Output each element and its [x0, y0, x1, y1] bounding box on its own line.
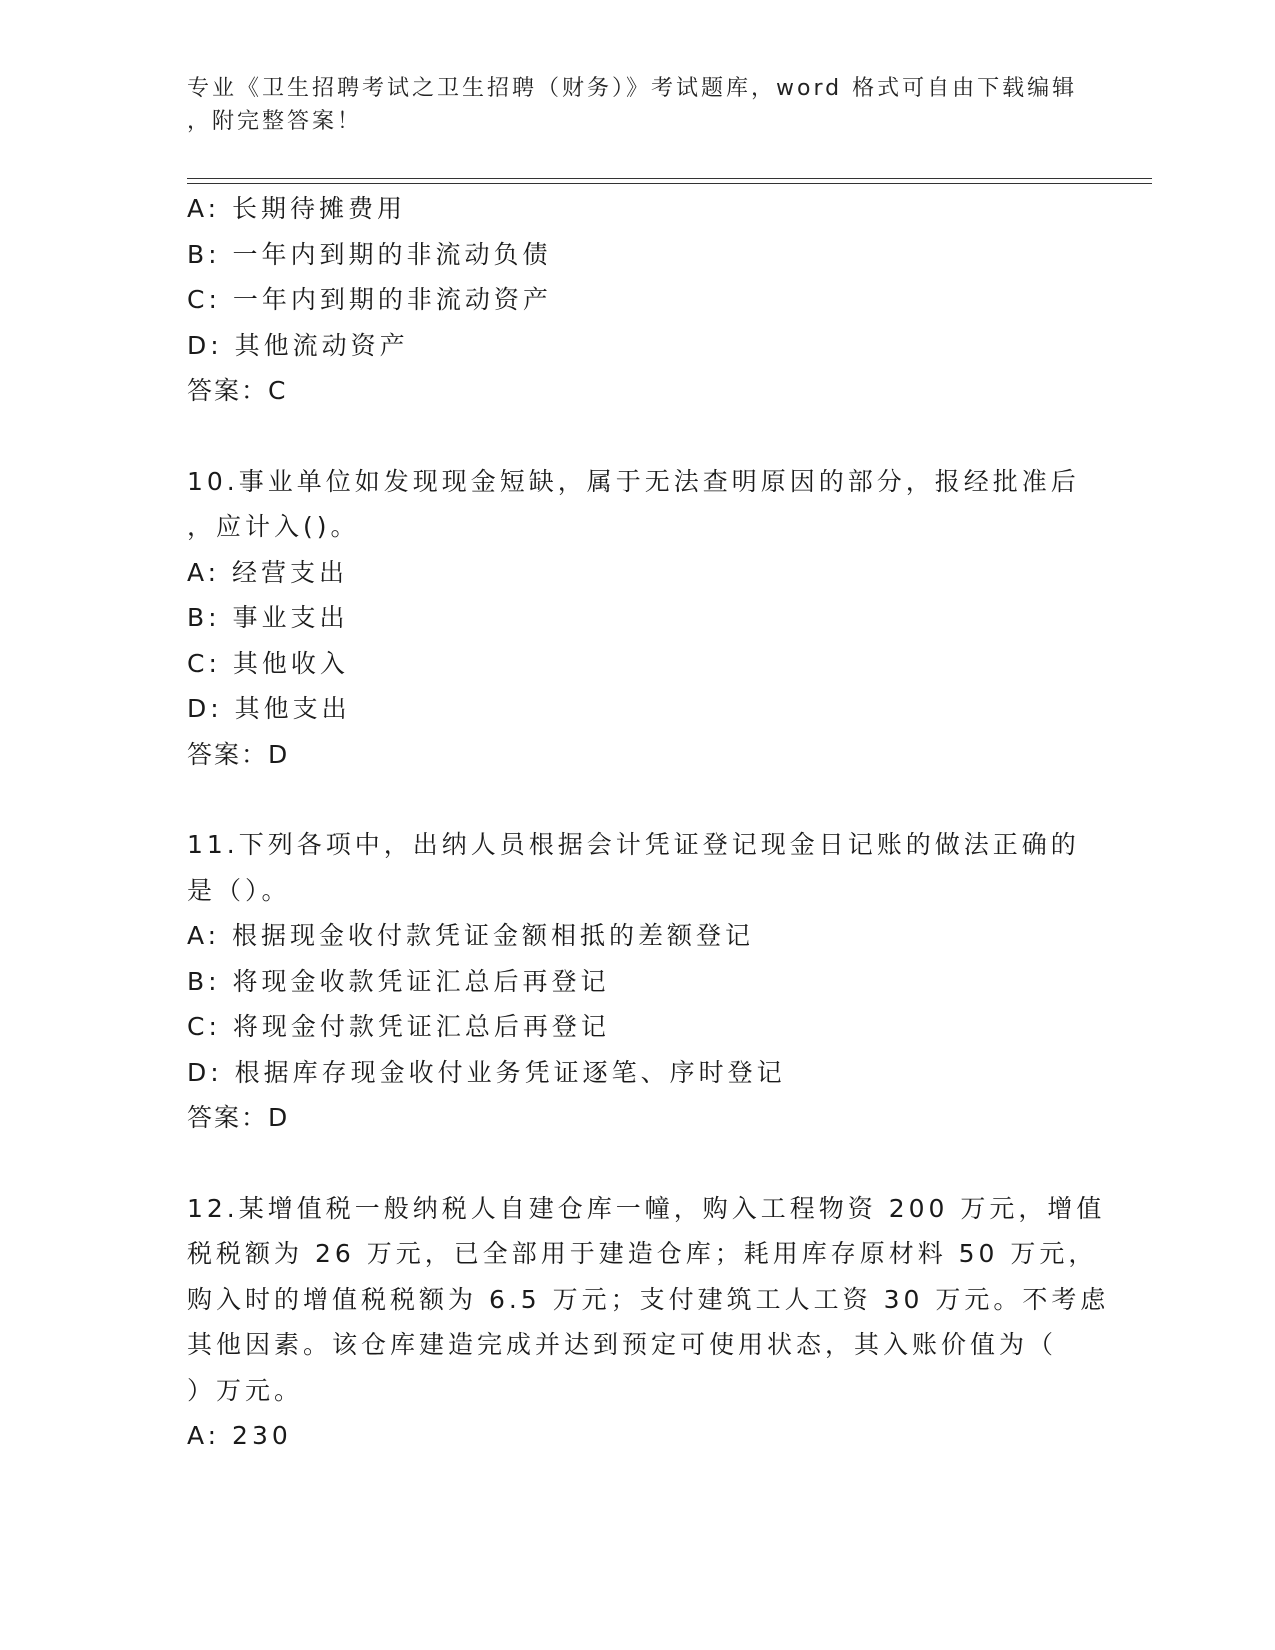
answer-line: 答案：D	[187, 739, 290, 769]
question-content	[187, 186, 1110, 1459]
question-stem-line: 其他因素。该仓库建造完成并达到预定可使用状态，其入账价值为（	[187, 1330, 1058, 1359]
option-b: B: 将现金收款凭证汇总后再登记	[187, 966, 610, 996]
header-rule-top	[187, 178, 1152, 179]
option-b: B: 事业支出	[187, 603, 349, 632]
question-9-block	[187, 186, 1107, 414]
question-stem-line: 10.事业单位如发现现金短缺，属于无法查明原因的部分，报经批准后	[187, 466, 1080, 496]
question-stem-line: ，应计入()。	[187, 512, 360, 541]
option-c: C: 将现金付款凭证汇总后再登记	[187, 1012, 610, 1041]
option-c: C: 一年内到期的非流动资产	[187, 285, 552, 314]
question-stem-line: 11.下列各项中，出纳人员根据会计凭证登记现金日记账的做法正确的	[187, 830, 1080, 859]
answer-line: 答案：D	[187, 1103, 290, 1132]
header-rule-bottom	[187, 183, 1152, 184]
option-d: D: 根据库存现金收付业务凭证逐笔、序时登记	[187, 1057, 786, 1087]
question-12-block	[187, 1186, 1110, 1459]
question-stem-line: 12.某增值税一般纳税人自建仓库一幢，购入工程物资 200 万元，增值	[187, 1193, 1106, 1223]
header-line-1: 专业《卫生招聘考试之卫生招聘（财务）》考试题库，word 格式可自由下载编辑	[187, 76, 1078, 101]
option-a: A: 长期待摊费用	[187, 194, 407, 223]
answer-line: 答案：C	[187, 376, 288, 405]
header-line-2: ，附完整答案！	[187, 109, 363, 134]
question-stem-line: 税税额为 26 万元，已全部用于建造仓库；耗用库存原材料 50 万元，	[187, 1239, 1098, 1268]
document-header	[187, 72, 1087, 138]
option-a: A: 经营支出	[187, 557, 349, 587]
question-10-block	[187, 459, 1107, 778]
question-stem-line: 是（）。	[187, 875, 291, 905]
question-stem-line: ）万元。	[187, 1375, 304, 1405]
question-spacer	[187, 777, 1107, 822]
question-spacer	[187, 414, 1107, 459]
option-d: D: 其他流动资产	[187, 330, 409, 360]
question-stem-line: 购入时的增值税税额为 6.5 万元；支付建筑工人工资 30 万元。不考虑	[187, 1284, 1110, 1314]
option-a: A: 230	[187, 1421, 292, 1450]
option-d: D: 其他支出	[187, 694, 351, 723]
option-c: C: 其他收入	[187, 648, 349, 678]
question-spacer	[187, 1141, 1107, 1186]
question-11-block	[187, 822, 1107, 1141]
option-a: A: 根据现金收付款凭证金额相抵的差额登记	[187, 921, 755, 950]
option-b: B: 一年内到期的非流动负债	[187, 239, 552, 269]
